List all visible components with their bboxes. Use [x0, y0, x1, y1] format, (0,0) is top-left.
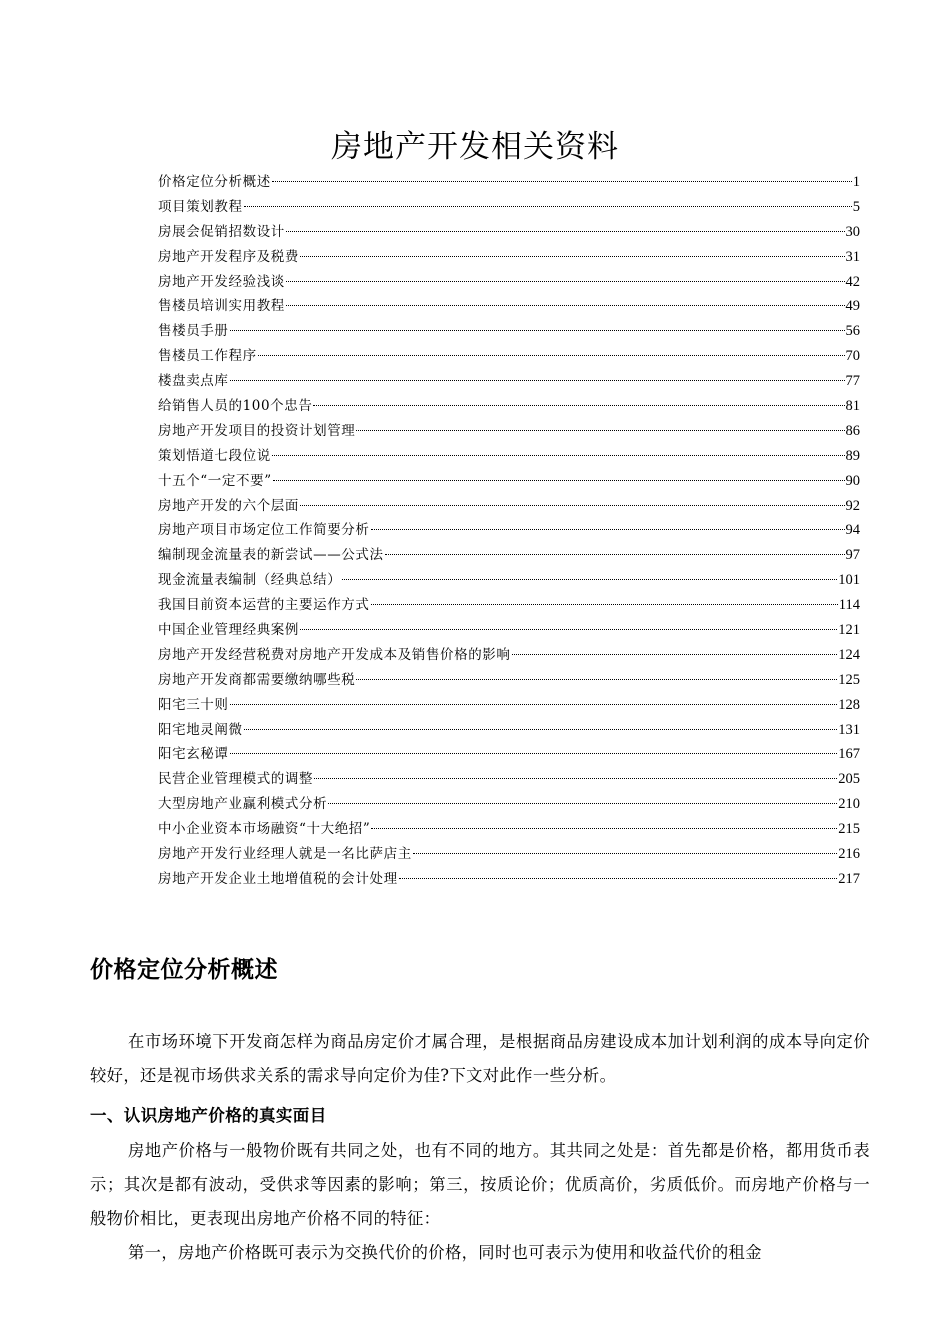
toc-dot-leader	[371, 529, 845, 530]
toc-entry-page: 101	[838, 572, 860, 589]
toc-entry[interactable]	[158, 220, 860, 245]
toc-entry-title: 编制现金流量表的新尝试——公式法	[158, 547, 384, 564]
toc-entry[interactable]	[158, 170, 860, 195]
toc-dot-leader	[313, 405, 844, 406]
toc-entry-title: 售楼员手册	[158, 323, 229, 340]
toc-dot-leader	[385, 554, 845, 555]
toc-entry[interactable]	[158, 767, 860, 792]
toc-entry-title: 现金流量表编制（经典总结）	[158, 572, 342, 589]
toc-entry-title: 阳宅三十则	[158, 696, 229, 713]
toc-dot-leader	[286, 231, 845, 232]
toc-dot-leader	[356, 679, 837, 680]
toc-dot-leader	[413, 853, 837, 854]
toc-entry-title: 楼盘卖点库	[158, 373, 229, 390]
toc-entry-page: 167	[838, 746, 860, 763]
toc-entry-page: 94	[845, 522, 860, 539]
toc-dot-leader	[258, 355, 845, 356]
toc-dot-leader	[300, 505, 845, 506]
toc-entry-page: 1	[852, 174, 860, 190]
toc-entry[interactable]	[158, 842, 860, 867]
toc-entry[interactable]	[158, 369, 860, 394]
toc-entry[interactable]	[158, 344, 860, 369]
toc-entry[interactable]	[158, 817, 860, 842]
toc-dot-leader	[230, 704, 838, 705]
toc-entry-title: 中国企业管理经典案例	[158, 622, 299, 639]
toc-entry[interactable]	[158, 543, 860, 568]
toc-entry-title: 中小企业资本市场融资“十大绝招”	[158, 821, 371, 838]
toc-dot-leader	[371, 828, 837, 829]
toc-entry-title: 阳宅地灵阐微	[158, 721, 243, 738]
body-paragraph-partial: 第一，房地产价格既可表示为交换代价的价格，同时也可表示为使用和收益代价的租金	[128, 1243, 762, 1262]
toc-dot-leader	[230, 380, 845, 381]
toc-entry-page: 56	[845, 323, 860, 340]
toc-entry-title: 给销售人员的100个忠告	[158, 398, 313, 415]
document-title: 房地产开发相关资料	[331, 128, 619, 165]
toc-dot-leader	[244, 729, 838, 730]
subsection-heading: 一、认识房地产价格的真实面目	[90, 1106, 327, 1125]
toc-entry[interactable]	[158, 494, 860, 519]
toc-entry-title: 房地产开发程序及税费	[158, 248, 299, 265]
toc-entry-page: 77	[845, 373, 860, 390]
toc-entry-title: 民营企业管理模式的调整	[158, 771, 314, 788]
toc-entry[interactable]	[158, 518, 860, 543]
toc-entry[interactable]	[158, 618, 860, 643]
toc-entry[interactable]	[158, 693, 860, 718]
toc-entry-page: 216	[838, 846, 860, 863]
toc-dot-leader	[230, 753, 838, 754]
toc-dot-leader	[342, 579, 837, 580]
toc-entry-page: 128	[838, 696, 860, 713]
toc-dot-leader	[286, 281, 845, 282]
toc-entry-page: 86	[845, 422, 860, 439]
toc-entry[interactable]	[158, 294, 860, 319]
toc-dot-leader	[272, 455, 845, 456]
toc-entry-title: 十五个“一定不要”	[158, 472, 272, 489]
toc-entry-title: 房地产开发经营税费对房地产开发成本及销售价格的影响	[158, 646, 511, 663]
toc-entry[interactable]	[158, 245, 860, 270]
toc-entry[interactable]	[158, 270, 860, 295]
toc-dot-leader	[272, 181, 852, 182]
toc-entry-page: 97	[845, 547, 860, 564]
toc-entry[interactable]	[158, 742, 860, 767]
toc-entry-page: 81	[845, 398, 860, 415]
toc-entry[interactable]	[158, 319, 860, 344]
toc-dot-leader	[230, 330, 845, 331]
toc-entry-title: 房地产开发的六个层面	[158, 497, 299, 514]
toc-entry-title: 价格定位分析概述	[158, 174, 271, 190]
toc-entry-title: 房地产项目市场定位工作简要分析	[158, 522, 370, 539]
toc-entry-title: 房地产开发企业土地增值税的会计处理	[158, 870, 398, 887]
toc-entry-page: 114	[838, 597, 860, 614]
toc-entry-page: 215	[838, 821, 860, 838]
toc-entry-page: 131	[838, 721, 860, 738]
toc-dot-leader	[244, 206, 852, 207]
toc-entry-title: 策划悟道七段位说	[158, 447, 271, 464]
toc-entry-title: 我国目前资本运营的主要运作方式	[158, 597, 370, 614]
toc-entry-title: 阳宅玄秘谭	[158, 746, 229, 763]
toc-entry-title: 房地产开发项目的投资计划管理	[158, 422, 356, 439]
toc-entry-title: 房地产开发经验浅谈	[158, 273, 285, 290]
table-of-contents	[158, 170, 860, 892]
toc-entry[interactable]	[158, 643, 860, 668]
toc-dot-leader	[286, 305, 845, 306]
body-paragraph: 房地产价格与一般物价既有共同之处，也有不同的地方。其共同之处是：首先都是价格，都用货币表示；其次是都有波动，受供求等因素的影响；第三，按质论价；优质高价，劣质低价。而房地产价格与一般物价相比，更表现出房地产价格不同的特征：	[90, 1141, 870, 1229]
toc-entry[interactable]	[158, 469, 860, 494]
toc-entry-title: 售楼员培训实用教程	[158, 298, 285, 315]
toc-entry[interactable]	[158, 668, 860, 693]
toc-entry-page: 31	[845, 248, 860, 265]
toc-entry[interactable]	[158, 419, 860, 444]
toc-entry[interactable]	[158, 195, 860, 220]
toc-entry-page: 124	[838, 646, 860, 663]
toc-entry[interactable]	[158, 792, 860, 817]
toc-entry[interactable]	[158, 718, 860, 743]
toc-entry[interactable]	[158, 394, 860, 419]
toc-dot-leader	[273, 480, 845, 481]
toc-dot-leader	[328, 803, 837, 804]
toc-entry-page: 42	[845, 273, 860, 290]
toc-entry-page: 92	[845, 497, 860, 514]
toc-entry-page: 205	[838, 771, 860, 788]
toc-entry-title: 房展会促销招数设计	[158, 223, 285, 240]
toc-dot-leader	[300, 629, 837, 630]
toc-dot-leader	[512, 654, 838, 655]
toc-entry[interactable]	[158, 444, 860, 469]
toc-dot-leader	[356, 430, 844, 431]
toc-entry-page: 5	[852, 198, 860, 215]
toc-dot-leader	[399, 878, 838, 879]
toc-dot-leader	[314, 778, 837, 779]
toc-dot-leader	[371, 604, 838, 605]
toc-entry-title: 房地产开发商都需要缴纳哪些税	[158, 671, 356, 688]
toc-entry-page: 125	[838, 671, 860, 688]
toc-entry-page: 70	[845, 348, 860, 365]
toc-entry-title: 售楼员工作程序	[158, 348, 257, 365]
toc-entry-title: 项目策划教程	[158, 198, 243, 215]
toc-entry-page: 210	[838, 796, 860, 813]
toc-entry[interactable]	[158, 593, 860, 618]
toc-entry-page: 30	[845, 223, 860, 240]
toc-entry-page: 89	[845, 447, 860, 464]
toc-entry-title: 房地产开发行业经理人就是一名比萨店主	[158, 846, 412, 863]
toc-entry[interactable]	[158, 867, 860, 892]
toc-dot-leader	[300, 256, 845, 257]
toc-entry-page: 217	[838, 870, 860, 887]
intro-paragraph: 在市场环境下开发商怎样为商品房定价才属合理，是根据商品房建设成本加计划利润的成本导向定价较好，还是视市场供求关系的需求导向定价为佳?下文对此作一些分析。	[90, 1032, 870, 1086]
section-heading: 价格定位分析概述	[90, 956, 278, 983]
toc-entry-page: 121	[838, 622, 860, 639]
toc-entry-page: 90	[845, 472, 860, 489]
toc-entry-title: 大型房地产业赢利模式分析	[158, 796, 328, 813]
toc-entry-page: 49	[845, 298, 860, 315]
toc-entry[interactable]	[158, 568, 860, 593]
